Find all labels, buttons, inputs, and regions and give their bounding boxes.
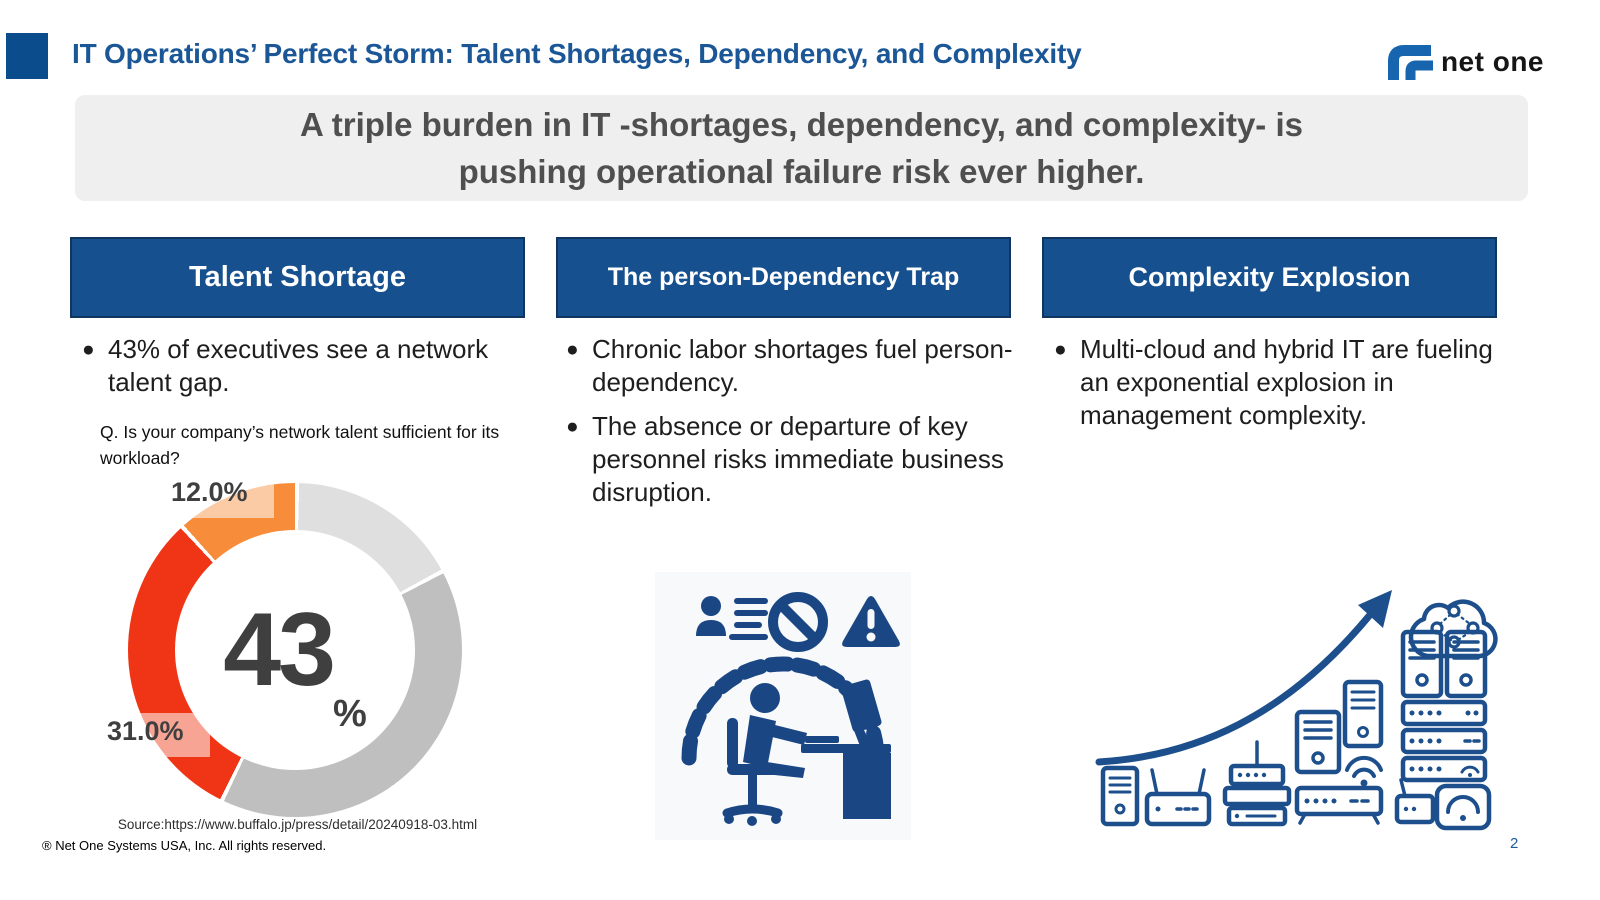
bullet-text: Multi-cloud and hybrid IT are fueling an exponential explosion in management complexity. bbox=[1080, 334, 1493, 430]
growth-arrow-icon bbox=[1099, 590, 1392, 762]
bullet-marker: ● bbox=[566, 415, 579, 438]
column-header-label: The person-Dependency Trap bbox=[607, 263, 960, 291]
talent-shortage-bullets bbox=[82, 333, 534, 399]
complexity-explosion-bullets bbox=[1054, 333, 1506, 432]
bullet-item bbox=[566, 333, 1018, 399]
person-dependency-illustration bbox=[655, 572, 911, 840]
server-group-icon bbox=[1297, 682, 1381, 823]
slide-title: IT Operations’ Perfect Storm: Talent Shortages, Dependency, and Complexity bbox=[72, 38, 1082, 69]
netone-logo bbox=[1387, 44, 1544, 80]
bullet-marker: ● bbox=[1054, 338, 1067, 361]
slice-label-red: 31.0% bbox=[102, 713, 210, 757]
bullet-marker: ● bbox=[566, 338, 579, 361]
bullet-item bbox=[1054, 333, 1506, 432]
prohibition-icon bbox=[771, 595, 825, 649]
title-accent-square bbox=[6, 33, 48, 79]
column-header-talent-shortage bbox=[70, 237, 525, 318]
chained-worker-icon bbox=[655, 572, 911, 840]
bullet-text: Chronic labor shortages fuel person-dependency. bbox=[592, 334, 1013, 397]
column-header-label: Talent Shortage bbox=[189, 261, 406, 293]
router-icon bbox=[1147, 770, 1209, 824]
donut-center-unit: % bbox=[332, 693, 367, 735]
banner-line-2: pushing operational failure risk ever higher. bbox=[458, 153, 1145, 190]
bullet-marker: ● bbox=[82, 338, 95, 361]
bullet-text: 43% of executives see a network talent gap. bbox=[108, 334, 489, 397]
banner-line-1: A triple burden in IT -shortages, dependency, and complexity- is bbox=[299, 106, 1303, 143]
key-message-banner bbox=[75, 95, 1528, 201]
chart-source: Source:https://www.buffalo.jp/press/detail/20240918-03.html bbox=[117, 817, 478, 832]
copyright-text: ® Net One Systems USA, Inc. All rights reserved. bbox=[42, 838, 327, 853]
donut-center-value: 43 bbox=[223, 591, 333, 708]
bullet-text: The absence or departure of key personnel risks immediate business disruption. bbox=[592, 411, 1004, 507]
bullet-item bbox=[566, 410, 1018, 509]
donut-chart bbox=[128, 483, 462, 817]
chart-question: Q. Is your company’s network talent sufficient for its workload? bbox=[100, 422, 500, 468]
netone-logo-mark-icon bbox=[1387, 44, 1433, 80]
bullet-item bbox=[82, 333, 534, 399]
person-list-icon bbox=[696, 596, 768, 640]
slice-label-orange: 12.0% bbox=[166, 474, 274, 518]
network-devices-icon bbox=[1085, 542, 1500, 834]
column-header-label: Complexity Explosion bbox=[1128, 262, 1411, 292]
donut-hole bbox=[175, 530, 415, 770]
netone-logo-text: net one bbox=[1440, 46, 1544, 77]
switch-stack-icon bbox=[1225, 742, 1289, 824]
page-number: 2 bbox=[1510, 835, 1519, 852]
warning-icon bbox=[842, 596, 900, 647]
tower-pc-icon bbox=[1103, 768, 1137, 824]
person-at-desk-icon bbox=[724, 679, 891, 826]
column-header-person-dependency bbox=[556, 237, 1011, 318]
column-header-complexity-explosion bbox=[1042, 237, 1497, 318]
complexity-illustration bbox=[1085, 542, 1500, 834]
person-dependency-bullets bbox=[566, 333, 1018, 509]
rack-stack-icon bbox=[1397, 632, 1489, 828]
